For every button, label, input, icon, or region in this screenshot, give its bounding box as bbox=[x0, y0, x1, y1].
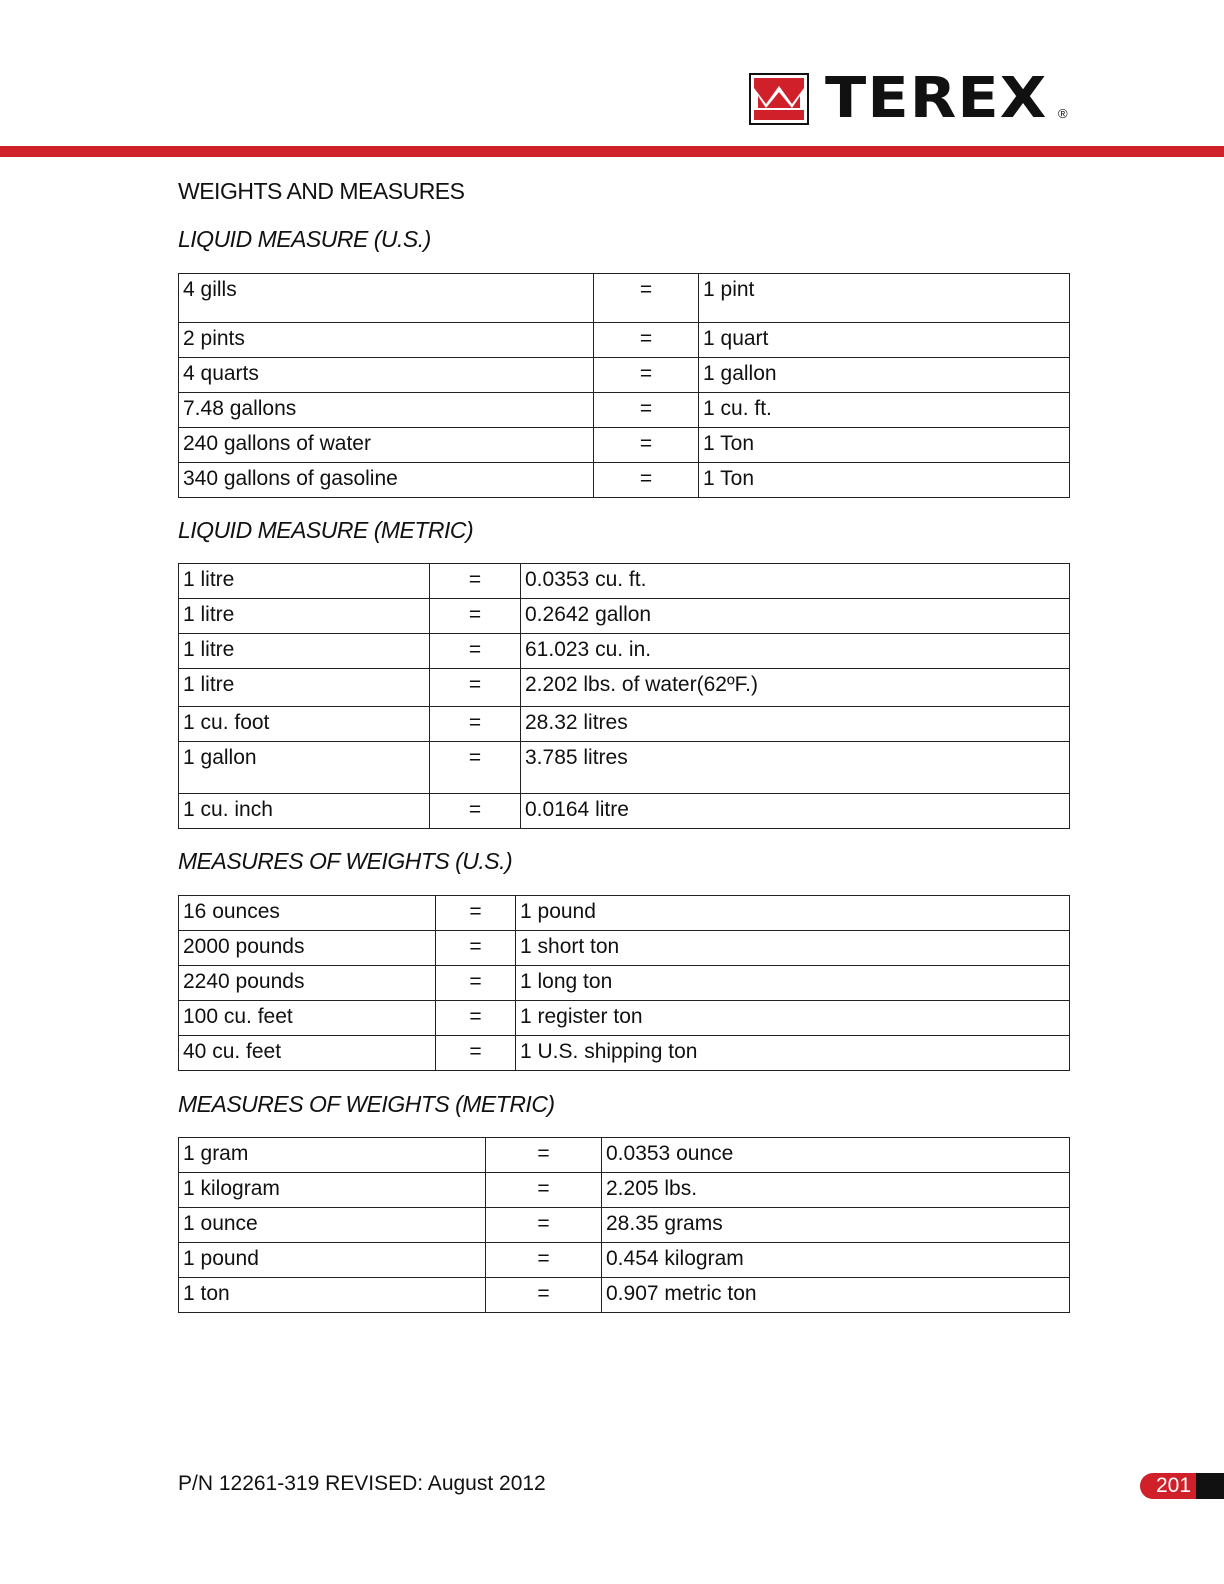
cell-equals: = bbox=[537, 1177, 550, 1200]
cell-left: 100 cu. feet bbox=[183, 1005, 293, 1028]
cell-right: 61.023 cu. in. bbox=[525, 638, 652, 661]
table-weights-us bbox=[178, 895, 1070, 1071]
table-row bbox=[179, 428, 1070, 463]
cell-left: 1 litre bbox=[183, 638, 235, 661]
table-row bbox=[179, 393, 1070, 428]
cell-left: 1 cu. foot bbox=[183, 711, 270, 734]
cell-left: 240 gallons of water bbox=[183, 432, 371, 455]
cell-right: 2.205 lbs. bbox=[606, 1177, 698, 1200]
table-row bbox=[179, 669, 1070, 707]
cell-left: 1 gallon bbox=[183, 746, 257, 769]
cell-equals: = bbox=[537, 1142, 550, 1165]
cell-left: 2240 pounds bbox=[183, 970, 305, 993]
cell-left: 16 ounces bbox=[183, 900, 280, 923]
cell-equals: = bbox=[469, 970, 482, 993]
cell-right: 3.785 litres bbox=[525, 746, 628, 769]
cell-right: 0.907 metric ton bbox=[606, 1282, 757, 1305]
cell-right: 1 pound bbox=[520, 900, 596, 923]
page-title: WEIGHTS AND MEASURES bbox=[178, 178, 465, 204]
cell-equals: = bbox=[469, 1005, 482, 1028]
cell-right: 0.454 kilogram bbox=[606, 1247, 744, 1270]
section-title-weights-us: MEASURES OF WEIGHTS (U.S.) bbox=[178, 848, 513, 874]
cell-equals: = bbox=[468, 603, 482, 626]
cell-left: 40 cu. feet bbox=[183, 1040, 282, 1063]
table-row bbox=[179, 1138, 1070, 1173]
cell-right: 0.0353 cu. ft. bbox=[525, 568, 647, 591]
cell-right: 28.35 grams bbox=[606, 1212, 723, 1235]
table-row bbox=[179, 742, 1070, 794]
cell-right: 0.0353 ounce bbox=[606, 1142, 734, 1165]
cell-right: 1 short ton bbox=[520, 935, 620, 958]
cell-right: 0.0164 litre bbox=[525, 798, 629, 821]
table-row bbox=[179, 931, 1070, 966]
cell-equals: = bbox=[468, 673, 482, 696]
cell-equals: = bbox=[639, 467, 653, 490]
cell-left: 2000 pounds bbox=[183, 935, 305, 958]
table-row bbox=[179, 707, 1070, 742]
table-row bbox=[179, 794, 1070, 829]
cell-left: 1 cu. inch bbox=[183, 798, 273, 821]
cell-left: 7.48 gallons bbox=[183, 397, 297, 420]
cell-equals: = bbox=[468, 568, 482, 591]
table-weights-metric bbox=[178, 1137, 1070, 1313]
table-row bbox=[179, 358, 1070, 393]
cell-right: 1 cu. ft. bbox=[703, 397, 772, 420]
table-row bbox=[179, 274, 1070, 323]
cell-left: 1 ounce bbox=[183, 1212, 258, 1235]
header-divider bbox=[0, 146, 1224, 157]
cell-left: 340 gallons of gasoline bbox=[183, 467, 398, 490]
table-row bbox=[179, 966, 1070, 1001]
cell-left: 2 pints bbox=[183, 327, 245, 350]
cell-equals: = bbox=[469, 900, 482, 923]
cell-equals: = bbox=[639, 278, 653, 301]
table-row bbox=[179, 1173, 1070, 1208]
table-row bbox=[179, 564, 1070, 599]
cell-right: 28.32 litres bbox=[525, 711, 628, 734]
cell-right: 1 pint bbox=[703, 278, 755, 301]
table-row bbox=[179, 1243, 1070, 1278]
cell-right: 1 long ton bbox=[520, 970, 613, 993]
terex-logo bbox=[749, 66, 1048, 131]
cell-left: 1 pound bbox=[183, 1247, 259, 1270]
cell-equals: = bbox=[537, 1247, 550, 1270]
cell-right: 1 Ton bbox=[703, 467, 754, 490]
cell-equals: = bbox=[639, 397, 653, 420]
cell-left: 1 kilogram bbox=[183, 1177, 280, 1200]
footer-part-number: P/N 12261-319 REVISED: August 2012 bbox=[178, 1472, 546, 1495]
table-liquid-metric bbox=[178, 563, 1070, 829]
section-title-liquid-us: LIQUID MEASURE (U.S.) bbox=[178, 226, 431, 252]
table-row bbox=[179, 1036, 1070, 1071]
cell-equals: = bbox=[468, 638, 482, 661]
table-liquid-us bbox=[178, 273, 1070, 498]
cell-equals: = bbox=[468, 746, 482, 769]
table-row bbox=[179, 599, 1070, 634]
cell-equals: = bbox=[537, 1212, 550, 1235]
page-number: 201 bbox=[1140, 1473, 1224, 1499]
cell-right: 1 register ton bbox=[520, 1005, 643, 1028]
cell-equals: = bbox=[468, 798, 482, 821]
registered-mark: ® bbox=[1058, 106, 1068, 121]
table-row bbox=[179, 634, 1070, 669]
table-row bbox=[179, 896, 1070, 931]
cell-equals: = bbox=[639, 327, 653, 350]
table-row bbox=[179, 463, 1070, 498]
cell-right: 1 Ton bbox=[703, 432, 754, 455]
cell-left: 1 litre bbox=[183, 568, 235, 591]
cell-equals: = bbox=[537, 1282, 550, 1305]
table-row bbox=[179, 323, 1070, 358]
section-title-liquid-metric: LIQUID MEASURE (METRIC) bbox=[178, 517, 474, 543]
cell-right: 1 U.S. shipping ton bbox=[520, 1040, 698, 1063]
cell-left: 1 litre bbox=[183, 673, 235, 696]
cell-left: 4 gills bbox=[183, 278, 237, 301]
cell-left: 4 quarts bbox=[183, 362, 259, 385]
cell-left: 1 ton bbox=[183, 1282, 230, 1305]
section-title-weights-metric: MEASURES OF WEIGHTS (METRIC) bbox=[178, 1091, 555, 1117]
page-number-tab bbox=[1196, 1473, 1224, 1499]
crown-icon bbox=[749, 73, 809, 125]
cell-equals: = bbox=[469, 1040, 482, 1063]
logo-wordmark: TEREX bbox=[825, 66, 1048, 131]
cell-left: 1 gram bbox=[183, 1142, 249, 1165]
cell-equals: = bbox=[639, 432, 653, 455]
cell-left: 1 litre bbox=[183, 603, 235, 626]
cell-right: 1 gallon bbox=[703, 362, 777, 385]
table-row bbox=[179, 1208, 1070, 1243]
table-row bbox=[179, 1278, 1070, 1313]
cell-right: 1 quart bbox=[703, 327, 769, 350]
cell-equals: = bbox=[639, 362, 653, 385]
cell-right: 0.2642 gallon bbox=[525, 603, 652, 626]
table-row bbox=[179, 1001, 1070, 1036]
cell-right: 2.202 lbs. of water(62ºF.) bbox=[525, 673, 758, 696]
cell-equals: = bbox=[469, 935, 482, 958]
cell-equals: = bbox=[468, 711, 482, 734]
